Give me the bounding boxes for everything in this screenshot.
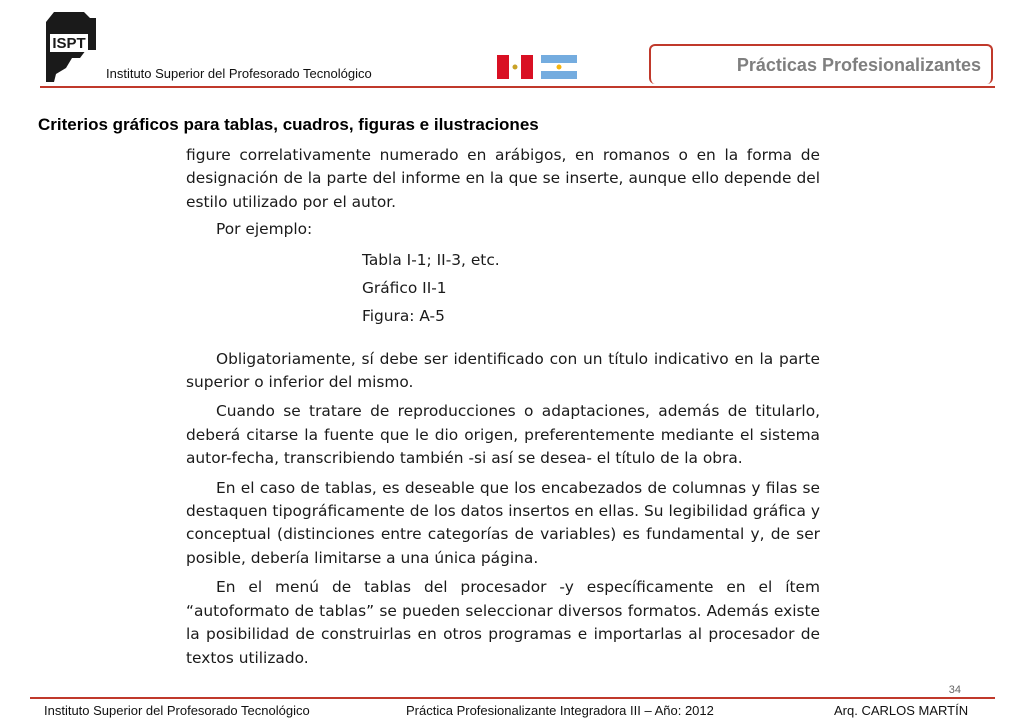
footer-divider <box>30 697 995 699</box>
header-divider <box>40 86 995 88</box>
footer-institution: Instituto Superior del Profesorado Tecnológico <box>44 703 310 718</box>
doc-paragraph: Obligatoriamente, sí debe ser identificado con un título indicativo en la parte superior o inferior del mismo. <box>186 349 820 392</box>
doc-example-item: Tabla I-1; II-3, etc. <box>362 250 500 269</box>
peru-flag-icon <box>497 55 533 79</box>
header-institution: Instituto Superior del Profesorado Tecnológico <box>106 66 372 81</box>
footer-author: Arq. CARLOS MARTÍN <box>834 703 969 718</box>
logo-text: ISPT <box>52 35 86 52</box>
scanned-document-text <box>186 144 820 670</box>
doc-examples <box>186 246 820 330</box>
doc-example-item: Gráfico II-1 <box>362 278 447 297</box>
section-heading: Criterios gráficos para tablas, cuadros, figuras e ilustraciones <box>38 115 539 134</box>
doc-paragraph: En el menú de tablas del procesador -y específicamente en el ítem “autoformato de tablas” se pueden seleccionar diversos formatos. Además existe la posibilidad de construirlas en otros programas e importarlas al procesador de textos utilizado. <box>186 578 820 667</box>
doc-paragraph: En el caso de tablas, es deseable que los encabezados de columnas y filas se destaquen tipográficamente de los datos insertos en ellas. Su legibilidad gráfica y conceptual (distinciones entre categorías de variables) es fundamental y, de ser posible, debería limitarse a una única página. <box>186 478 820 567</box>
footer-course: Práctica Profesionalizante Integradora III – Año: 2012 <box>406 703 714 718</box>
argentina-flag-icon <box>541 55 577 79</box>
page-number: 34 <box>948 684 961 696</box>
header-title: Prácticas Profesionalizantes <box>736 55 981 75</box>
doc-intro: figure correlativamente numerado en arábigos, en romanos o en la forma de designación de la parte del informe en la que se inserte, aunque ello depende del estilo utilizado por el autor. <box>186 146 820 211</box>
doc-paragraph: Cuando se tratare de reproducciones o adaptaciones, además de titularlo, deberá citarse la fuente que le dio origen, preferentemente mediante el sistema autor-fecha, transcribiendo también -si así se desea- el título de la obra. <box>186 402 820 468</box>
ispt-logo <box>40 10 98 84</box>
header-title-box <box>649 44 993 84</box>
doc-example-item: Figura: A-5 <box>362 306 445 325</box>
doc-example-label: Por ejemplo: <box>216 220 313 239</box>
